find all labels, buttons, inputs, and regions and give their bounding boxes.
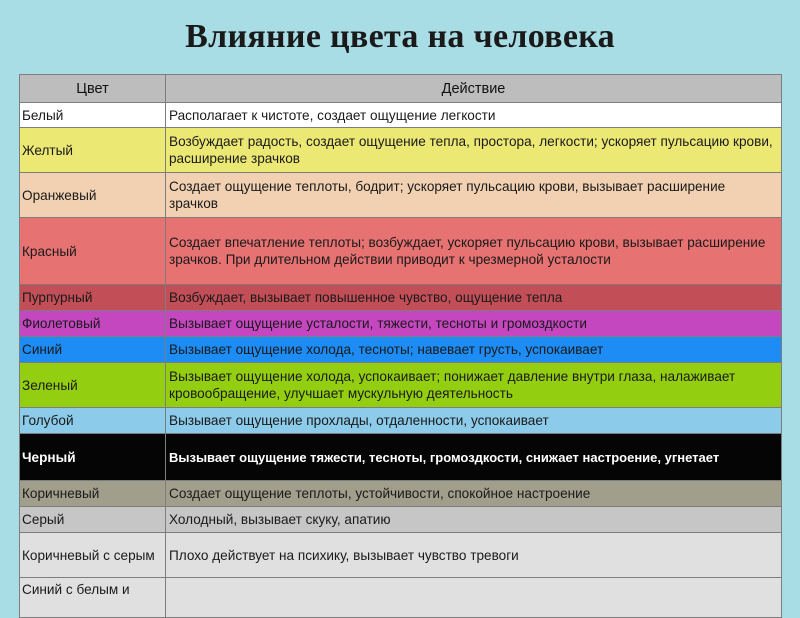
color-effect: Возбуждает, вызывает повышенное чувство, ощущение тепла bbox=[166, 285, 782, 311]
color-name: Желтый bbox=[20, 128, 166, 173]
color-effect: Холодный, вызывает скуку, апатию bbox=[166, 507, 782, 533]
color-name: Пурпурный bbox=[20, 285, 166, 311]
table-row-black bbox=[20, 434, 782, 481]
table-row-brown-gray bbox=[20, 533, 782, 578]
table-row-blue bbox=[20, 337, 782, 363]
color-name: Серый bbox=[20, 507, 166, 533]
color-name: Белый bbox=[20, 103, 166, 128]
table-row-red bbox=[20, 218, 782, 285]
color-effect: Вызывает ощущение холода, тесноты; навевает грусть, успокаивает bbox=[166, 337, 782, 363]
color-name: Черный bbox=[20, 434, 166, 481]
color-effect: Создает ощущение теплоты, бодрит; ускоряет пульсацию крови, вызывает расширение зрачков bbox=[166, 173, 782, 218]
color-name: Фиолетовый bbox=[20, 311, 166, 337]
table-row-light-blue bbox=[20, 408, 782, 434]
table-row-orange bbox=[20, 173, 782, 218]
page-title: Влияние цвета на человека bbox=[185, 18, 615, 55]
color-effect: Плохо действует на психику, вызывает чувство тревоги bbox=[166, 533, 782, 578]
header-effect: Действие bbox=[166, 75, 782, 103]
color-effect: Создает ощущение теплоты, устойчивости, спокойное настроение bbox=[166, 481, 782, 507]
table-row-brown bbox=[20, 481, 782, 507]
color-name: Зеленый bbox=[20, 363, 166, 408]
color-name: Голубой bbox=[20, 408, 166, 434]
table-row-green bbox=[20, 363, 782, 408]
color-effect: Создает впечатление теплоты; возбуждает, ускоряет пульсацию крови, вызывает расширение зрачков. При длительном действии приводит к чрезмерной усталости bbox=[166, 218, 782, 285]
color-effect: Вызывает ощущение холода, успокаивает; понижает давление внутри глаза, налаживает кровообращение, улучшает мускульную деятельность bbox=[166, 363, 782, 408]
table-row-violet bbox=[20, 311, 782, 337]
color-effect: Располагает к чистоте, создает ощущение легкости bbox=[166, 103, 782, 128]
table-row-yellow bbox=[20, 128, 782, 173]
color-effect: Вызывает ощущение прохлады, отдаленности, успокаивает bbox=[166, 408, 782, 434]
table-row-gray bbox=[20, 507, 782, 533]
color-name: Синий с белым и bbox=[20, 578, 166, 618]
color-name: Красный bbox=[20, 218, 166, 285]
color-effect: Возбуждает радость, создает ощущение тепла, простора, легкости; ускоряет пульсацию крови, расширение зрачков bbox=[166, 128, 782, 173]
header-color: Цвет bbox=[20, 75, 166, 103]
table-row-white bbox=[20, 103, 782, 128]
table-row-crimson bbox=[20, 285, 782, 311]
color-effect: Вызывает ощущение усталости, тяжести, тесноты и громоздкости bbox=[166, 311, 782, 337]
color-name: Синий bbox=[20, 337, 166, 363]
color-name: Оранжевый bbox=[20, 173, 166, 218]
color-effect bbox=[166, 578, 782, 618]
table-header-row bbox=[20, 75, 782, 103]
color-effect-table bbox=[19, 74, 782, 618]
color-name: Коричневый с серым bbox=[20, 533, 166, 578]
table-row-blue-white bbox=[20, 578, 782, 618]
color-name: Коричневый bbox=[20, 481, 166, 507]
color-effect: Вызывает ощущение тяжести, тесноты, громоздкости, снижает настроение, угнетает bbox=[166, 434, 782, 481]
